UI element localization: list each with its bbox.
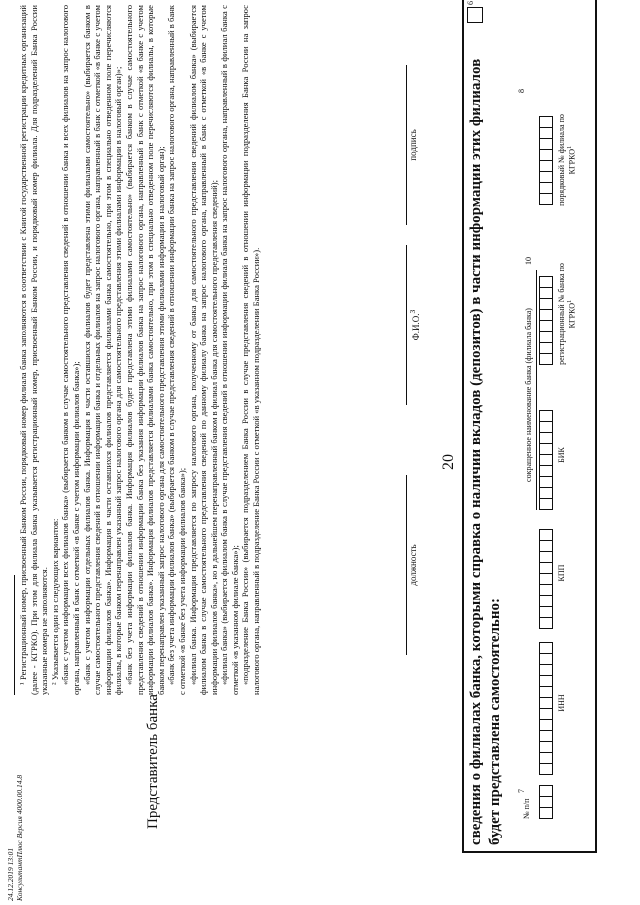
branch-name-label: сокращенное наименование банка (филиала банка) bbox=[524, 308, 533, 482]
branch-name-line[interactable] bbox=[536, 270, 537, 510]
footnote-item: ¹ Регистрационный номер, присвоенный Банком России, порядковый номер филиала банка заполняются в соответствии с Книгой государственной регистрации кредитных организаций (далее - КГРКО). При этом для филиала банка указывается регистрационный номер, присвоенный Банком России, и порядковый номер филиала. Для подразделений Банка России указанные номера не заполняются. bbox=[18, 5, 50, 695]
field-6-number: 6 bbox=[466, 1, 475, 5]
footnotes bbox=[14, 5, 262, 695]
fio-line[interactable] bbox=[406, 245, 407, 405]
branch-serial-cells[interactable] bbox=[539, 117, 553, 205]
reg-number-label: регистрационный № банка по КГРКО$^1$ bbox=[557, 263, 577, 365]
footnote-item: «банк с учетом информации отдельных филиалов банка. Информация в части оставшихся филиалов будет представлена этими филиалами самостоятельно» (выбирается банком в случае самостоятельного представления сведений в отношении информации банка и отдельных филиалов на запрос налогового органа, направленный в банк с отметкой «в банке с учетом информации филиалов банка». Информация в части оставшихся филиалов представляется филиалами банка самостоятельно, при этом в специально отведенном поле перечисляются филиалы, в которые банком перенаправлен указанный запрос налогового органа для самостоятельного представления этими филиалами информации в налоговый орган)»; bbox=[81, 5, 124, 695]
branch-serial-label: порядковый № филиала по КГРКО$^1$ bbox=[557, 114, 577, 206]
row-number-cells[interactable] bbox=[539, 786, 553, 819]
footnote-item: «банк без учета информации филиалов банка. Информация филиалов будет представлена этими филиалами самостоятельно» (выбирается банком в случае самостоятельного представления сведений в отношении информации банка без указания информации филиалов банка на запрос налогового органа, направленный в банк с отметкой «в банке с учетом информации филиалов банка». Информация филиалов представляется филиалами банка самостоятельно, при этом в специально отведенном поле перечисляются филиалы, в которые банком перенаправлен указанный запрос налогового органа для самостоятельного представления этими филиалами информации в налоговый орган); bbox=[123, 5, 166, 695]
kpp-cells[interactable] bbox=[539, 530, 553, 629]
footnote-item: «филиал банка. Информация представляется по запросу налогового органа, полученному от банка для самостоятельного представления сведений филиалом банка» (выбирается филиалом банка в случае самостоятельного представления сведений по данному филиалу банка на запрос налогового органа, направленный в банк с отметкой «в банке с учетом информации филиалов банка», но в дальнейшем перенаправленный банком в филиал банка для самостоятельного представления сведений); bbox=[187, 5, 219, 695]
row-number-label: № п/п bbox=[522, 798, 531, 819]
footnote-item: «филиал банка» (выбирается филиалом банка в случае представления сведений в отношении информации филиала банка на запрос налогового органа, направленный в филиал банка с отметкой «в указанном филиале банка»); bbox=[219, 5, 240, 695]
print-stamp: 24.12.2019 13:01 КонсультантПлюс Версия 4000.00.14.8 bbox=[6, 774, 24, 901]
footnote-item: ² Указывается один из следующих вариантов: bbox=[49, 518, 60, 685]
signature-line[interactable] bbox=[406, 65, 407, 225]
inn-cells[interactable] bbox=[539, 643, 553, 775]
representative-label: Представитель банка bbox=[145, 694, 161, 829]
bik-cells[interactable] bbox=[539, 411, 553, 510]
position-label: должность bbox=[408, 544, 418, 586]
footnote-item: «банк с учетом информации всех филиалов банка» (выбирается банком в случае самостоятельного представления сведений в отношении банка и всех филиалов на запрос налогового органа, направленный в банк с отметкой «в банке с учетом информации филиалов банка»); bbox=[60, 5, 81, 695]
inn-label: ИНН bbox=[557, 694, 566, 712]
field-8-number: 8 bbox=[517, 89, 526, 93]
reg-number-cells[interactable] bbox=[539, 277, 553, 365]
field-10-number: 10 bbox=[524, 257, 533, 265]
signature-label: подпись bbox=[408, 129, 418, 161]
kpp-label: КПП bbox=[557, 564, 566, 582]
footnote-separator bbox=[14, 575, 15, 695]
position-line[interactable] bbox=[406, 475, 407, 655]
page-number: 20 bbox=[440, 454, 457, 470]
field-7-number: 7 bbox=[517, 789, 526, 793]
fio-label: Ф.И.О.$^3$ bbox=[408, 309, 421, 341]
field-6-box[interactable] bbox=[467, 7, 483, 23]
footnote-item: «банк без учета информации филиалов банка» (выбирается банком в случае представления сведений в отношении информации банка на запрос налогового органа, направленный в банк с отметкой «в банке без учета информации филиалов банка»); bbox=[166, 5, 187, 695]
footnote-item: «подразделение Банка России» (выбирается подразделением Банка России в случае представления сведений в отношении информации подразделения Банка России на запрос налогового органа, направленный в подразделение Банка России с отметкой «в указанном подразделении Банка России»). bbox=[240, 5, 262, 695]
bik-label: БИК bbox=[557, 447, 566, 463]
form-title: сведения о филиалах банка, которыми справка о наличии вкладов (депозитов) в части информации этих филиалов будет представлена самостоятельно: bbox=[468, 58, 503, 845]
